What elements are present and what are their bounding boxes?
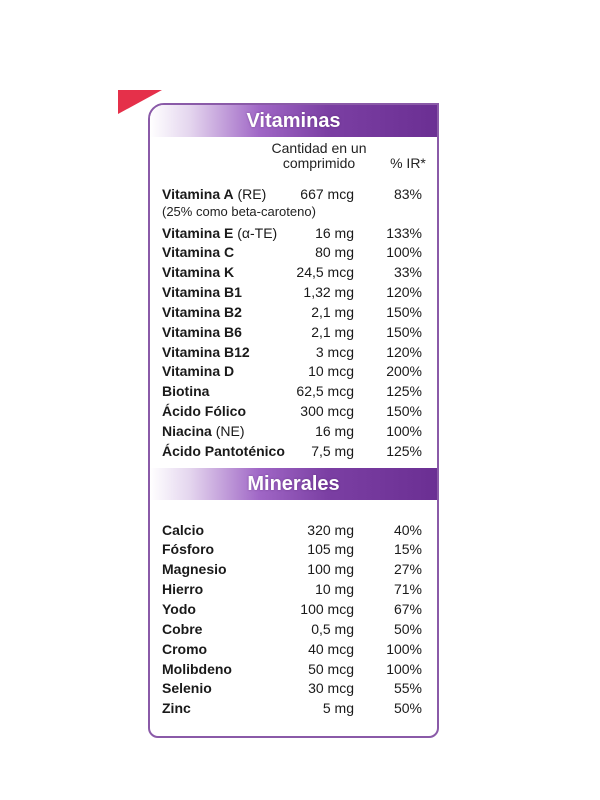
mineral-name [162,639,207,659]
vitamin-name [162,184,266,204]
minerals-header: Minerales [150,468,437,500]
mineral-amount: 5 mg [322,700,354,716]
mineral-row [150,619,437,639]
mineral-ir-percent: 67% [393,601,422,617]
mineral-name [162,539,214,559]
vitamin-row [150,322,437,342]
mineral-name-text: Cobre [162,621,203,637]
vitamin-amount: 24,5 mcg [296,264,354,280]
mineral-ir-percent: 100% [386,661,422,677]
vitamin-name-text: Vitamina C [162,244,235,260]
mineral-name [162,599,196,619]
vitamin-name [162,342,250,362]
mineral-amount: 320 mg [307,522,354,538]
vitamin-name [162,302,242,322]
mineral-name-text: Cromo [162,641,208,657]
mineral-row [150,599,437,619]
vitamin-amount: 16 mg [315,423,354,439]
vitamin-name [162,242,234,262]
vitamin-name [162,381,209,401]
vitamin-ir-percent: 133% [386,225,422,241]
vitamin-name-text: Niacina [162,423,212,439]
vitamin-amount: 2,1 mg [311,324,354,340]
mineral-name [162,678,212,698]
amount-column-header-line2: comprimido [282,155,356,171]
vitamin-a-note: (25% como beta-caroteno) [162,204,316,219]
mineral-ir-percent: 71% [393,581,422,597]
mineral-amount: 10 mg [315,581,354,597]
mineral-ir-percent: 40% [393,522,422,538]
mineral-name-text: Calcio [162,522,205,538]
mineral-name [162,619,202,639]
mineral-name [162,698,191,718]
mineral-ir-percent: 15% [393,541,422,557]
vitamin-row [150,302,437,322]
mineral-amount: 40 mcg [308,641,354,657]
mineral-row [150,659,437,679]
mineral-ir-percent: 50% [393,700,422,716]
vitamin-amount: 7,5 mg [311,443,354,459]
vitamin-row [150,421,437,441]
vitamin-ir-percent: 150% [386,324,422,340]
mineral-name-text: Selenio [162,680,212,696]
nutrition-panel [148,103,439,738]
mineral-name-text: Yodo [162,601,196,617]
mineral-ir-percent: 55% [393,680,422,696]
mineral-ir-percent: 100% [386,641,422,657]
ir-column-header: % IR* [390,155,426,171]
amount-column-header [263,141,375,171]
mineral-name-text: Magnesio [162,561,227,577]
vitamin-row [150,282,437,302]
mineral-row [150,539,437,559]
vitamin-amount: 2,1 mg [311,304,354,320]
mineral-row [150,520,437,540]
vitamin-ir-percent: 100% [386,244,422,260]
mineral-amount: 0,5 mg [311,621,354,637]
vitamin-ir-percent: 120% [386,284,422,300]
vitamin-name-text: Ácido Pantoténico [162,443,285,459]
vitamin-ir-percent: 100% [386,423,422,439]
vitamin-row [150,262,437,282]
vitamin-name-text: Vitamina B1 [162,284,242,300]
vitamin-name [162,421,244,441]
mineral-row [150,639,437,659]
vitamin-name-text: Ácido Fólico [162,403,246,419]
vitamin-name [162,262,234,282]
vitamin-amount: 1,32 mg [303,284,354,300]
vitamin-unit-suffix: (RE) [233,186,267,202]
vitamin-amount: 62,5 mcg [296,383,354,399]
vitamin-ir-percent: 83% [393,186,422,202]
vitamin-amount: 300 mcg [300,403,354,419]
vitamin-name-text: Vitamina K [162,264,235,280]
vitamin-name-text: Vitamina B6 [162,324,242,340]
vitamin-row [150,441,437,461]
mineral-ir-percent: 50% [393,621,422,637]
vitamin-ir-percent: 150% [386,304,422,320]
mineral-name [162,520,204,540]
mineral-name [162,579,203,599]
mineral-name [162,559,227,579]
vitamin-name-text: Vitamina B2 [162,304,242,320]
mineral-row [150,579,437,599]
vitamin-ir-percent: 150% [386,403,422,419]
vitamin-row [150,242,437,262]
vitamin-amount: 3 mcg [315,344,354,360]
vitamin-ir-percent: 200% [386,363,422,379]
vitamin-name-text: Biotina [162,383,210,399]
mineral-amount: 50 mcg [308,661,354,677]
vitamin-row [150,401,437,421]
vitamin-row [150,184,437,204]
vitamin-name-text: Vitamina D [162,363,235,379]
vitamin-amount: 10 mcg [308,363,354,379]
mineral-row [150,678,437,698]
vitamin-ir-percent: 125% [386,383,422,399]
vitamin-name [162,401,246,421]
vitamin-unit-suffix: (α-TE) [233,225,278,241]
vitamin-row [150,381,437,401]
vitamin-amount: 16 mg [315,225,354,241]
mineral-name [162,659,232,679]
vitamin-ir-percent: 120% [386,344,422,360]
vitamin-name [162,322,242,342]
vitamin-row [150,361,437,381]
mineral-name-text: Zinc [162,700,191,716]
vitamin-name [162,282,242,302]
amount-column-header-line1: Cantidad en un [271,140,367,156]
mineral-amount: 30 mcg [308,680,354,696]
vitamin-amount: 667 mcg [300,186,354,202]
mineral-ir-percent: 27% [393,561,422,577]
vitamin-name-text: Vitamina B12 [162,344,250,360]
mineral-name-text: Molibdeno [162,661,232,677]
vitamin-ir-percent: 125% [386,443,422,459]
vitamin-row [150,342,437,362]
vitamin-ir-percent: 33% [393,264,422,280]
vitamin-unit-suffix: (NE) [211,423,245,439]
vitamin-name-text: Vitamina A [162,186,234,202]
mineral-name-text: Fósforo [162,541,215,557]
vitamin-amount: 80 mg [315,244,354,260]
mineral-row [150,698,437,718]
vitamins-header: Vitaminas [150,105,437,137]
mineral-name-text: Hierro [162,581,204,597]
vitamin-row [150,223,437,243]
mineral-amount: 105 mg [307,541,354,557]
mineral-amount: 100 mg [307,561,354,577]
vitamin-name [162,361,234,381]
mineral-row [150,559,437,579]
vitamin-name-text: Vitamina E [162,225,234,241]
mineral-amount: 100 mcg [300,601,354,617]
